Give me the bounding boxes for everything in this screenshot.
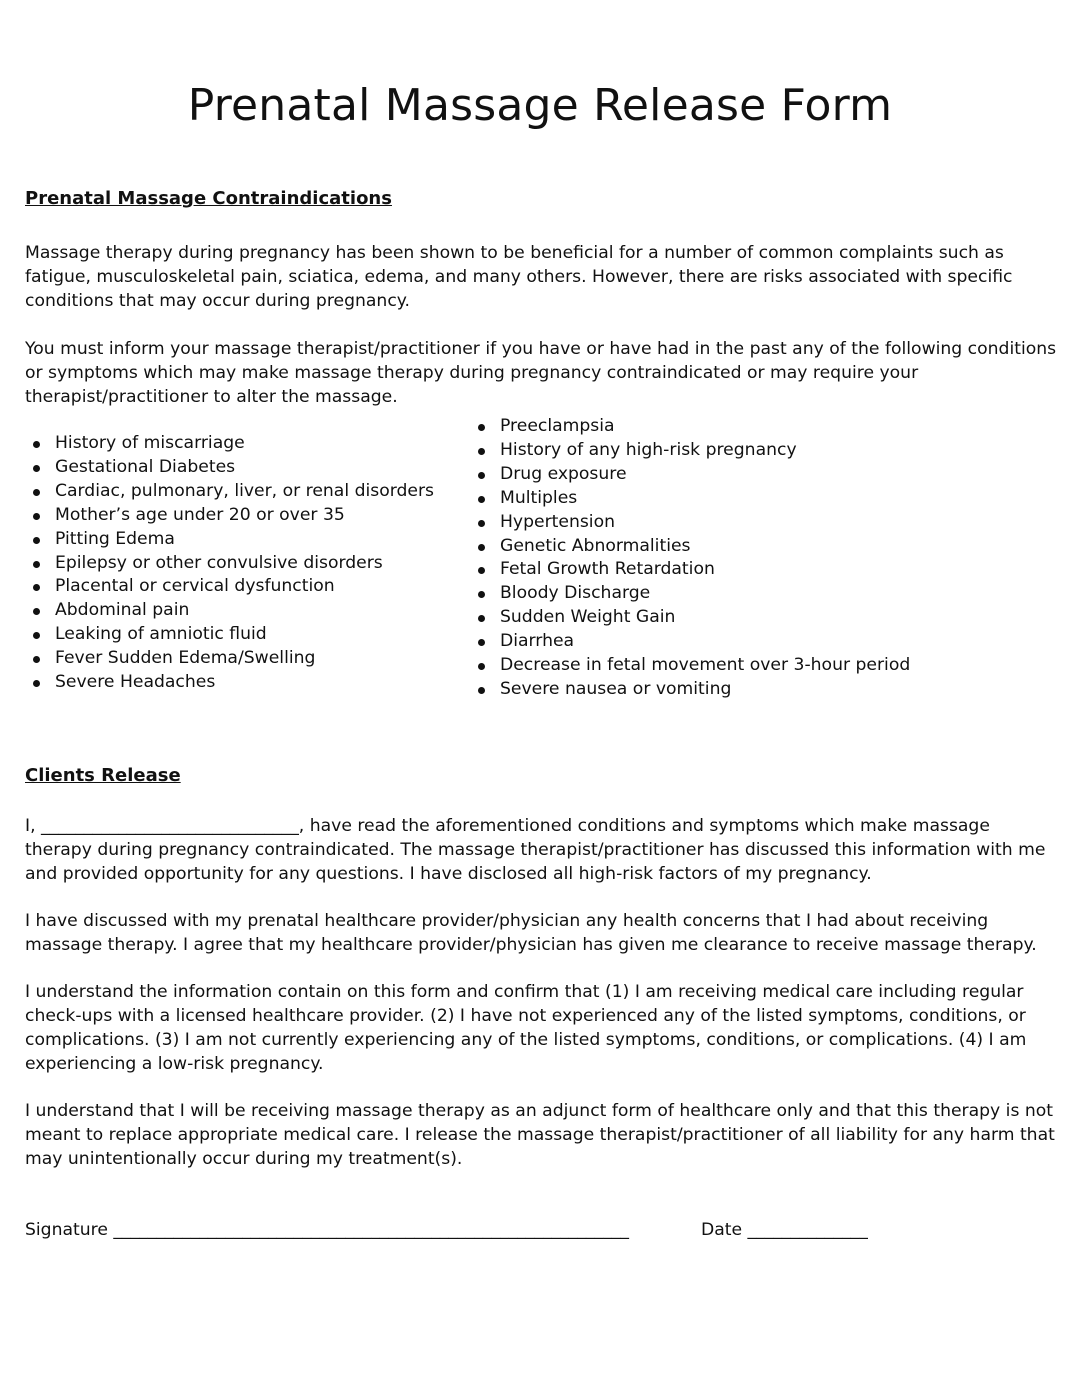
contraindication-item: Epilepsy or other convulsive disorders: [25, 552, 434, 576]
contraindication-item: Diarrhea: [470, 630, 910, 654]
contraindication-item: Multiples: [470, 487, 910, 511]
contraindication-item: Placental or cervical dysfunction: [25, 575, 434, 599]
contraindication-item: Genetic Abnormalities: [470, 535, 910, 559]
contraindication-item: Bloody Discharge: [470, 582, 910, 606]
contraindication-item: History of any high-risk pregnancy: [470, 439, 910, 463]
contraindication-item: Leaking of amniotic fluid: [25, 623, 434, 647]
inform-paragraph: You must inform your massage therapist/practitioner if you have or have had in the past any of the following conditions or symptoms which may make massage therapy during pregnancy contraindicated or may require your therapist/practitioner to alter the massage.: [25, 339, 1057, 407]
contraindication-item: Preeclampsia: [470, 415, 910, 439]
contraindications-list-left: [25, 432, 434, 695]
contraindication-item: History of miscarriage: [25, 432, 434, 456]
confirmation-paragraph: I understand the information contain on this form and confirm that (1) I am receiving medical care including regular check-ups with a licensed healthcare provider. (2) I have not experienced any of the listed symptoms, conditions, or complications. (3) I am not currently experiencing any of the listed symptoms, conditions, or complications. (4) I am experiencing a low-risk pregnancy.: [25, 982, 1027, 1074]
contraindication-item: Fetal Growth Retardation: [470, 558, 910, 582]
contraindications-heading: Prenatal Massage Contraindications: [25, 188, 392, 209]
page-title: Prenatal Massage Release Form: [187, 80, 893, 131]
contraindication-item: Severe nausea or vomiting: [470, 678, 910, 702]
contraindication-item: Mother’s age under 20 or over 35: [25, 504, 434, 528]
contraindication-item: Decrease in fetal movement over 3-hour period: [470, 654, 910, 678]
contraindication-item: Gestational Diabetes: [25, 456, 434, 480]
date-line[interactable]: Date ______________: [701, 1220, 868, 1240]
release-acknowledgement-paragraph: I, ______________________________, have read the aforementioned conditions and symptoms which make massage therapy during pregnancy contraindicated. The massage therapist/practitioner has discussed this information with me and provided opportunity for any questions. I have disclosed all high-risk factors of my pregnancy.: [25, 816, 1046, 884]
contraindication-item: Cardiac, pulmonary, liver, or renal disorders: [25, 480, 434, 504]
contraindications-list-right: [470, 415, 910, 702]
contraindication-item: Sudden Weight Gain: [470, 606, 910, 630]
contraindication-item: Fever Sudden Edema/Swelling: [25, 647, 434, 671]
contraindication-item: Severe Headaches: [25, 671, 434, 695]
contraindication-item: Drug exposure: [470, 463, 910, 487]
contraindication-item: Pitting Edema: [25, 528, 434, 552]
contraindication-item: Abdominal pain: [25, 599, 434, 623]
contraindication-item: Hypertension: [470, 511, 910, 535]
signature-line[interactable]: Signature ____________________________________________________________: [25, 1220, 630, 1240]
physician-clearance-paragraph: I have discussed with my prenatal healthcare provider/physician any health concerns that I had about receiving massage therapy. I agree that my healthcare provider/physician has given me clearance to receive massage therapy.: [25, 911, 1037, 955]
clients-release-heading: Clients Release: [25, 765, 181, 786]
intro-paragraph: Massage therapy during pregnancy has been shown to be beneficial for a number of common complaints such as fatigue, musculoskeletal pain, sciatica, edema, and many others. However, there are risks associated with specific conditions that may occur during pregnancy.: [25, 243, 1013, 311]
liability-release-paragraph: I understand that I will be receiving massage therapy as an adjunct form of healthcare only and that this therapy is not meant to replace appropriate medical care. I release the massage therapist/practitioner of all liability for any harm that may unintentionally occur during my treatment(s).: [25, 1101, 1055, 1169]
